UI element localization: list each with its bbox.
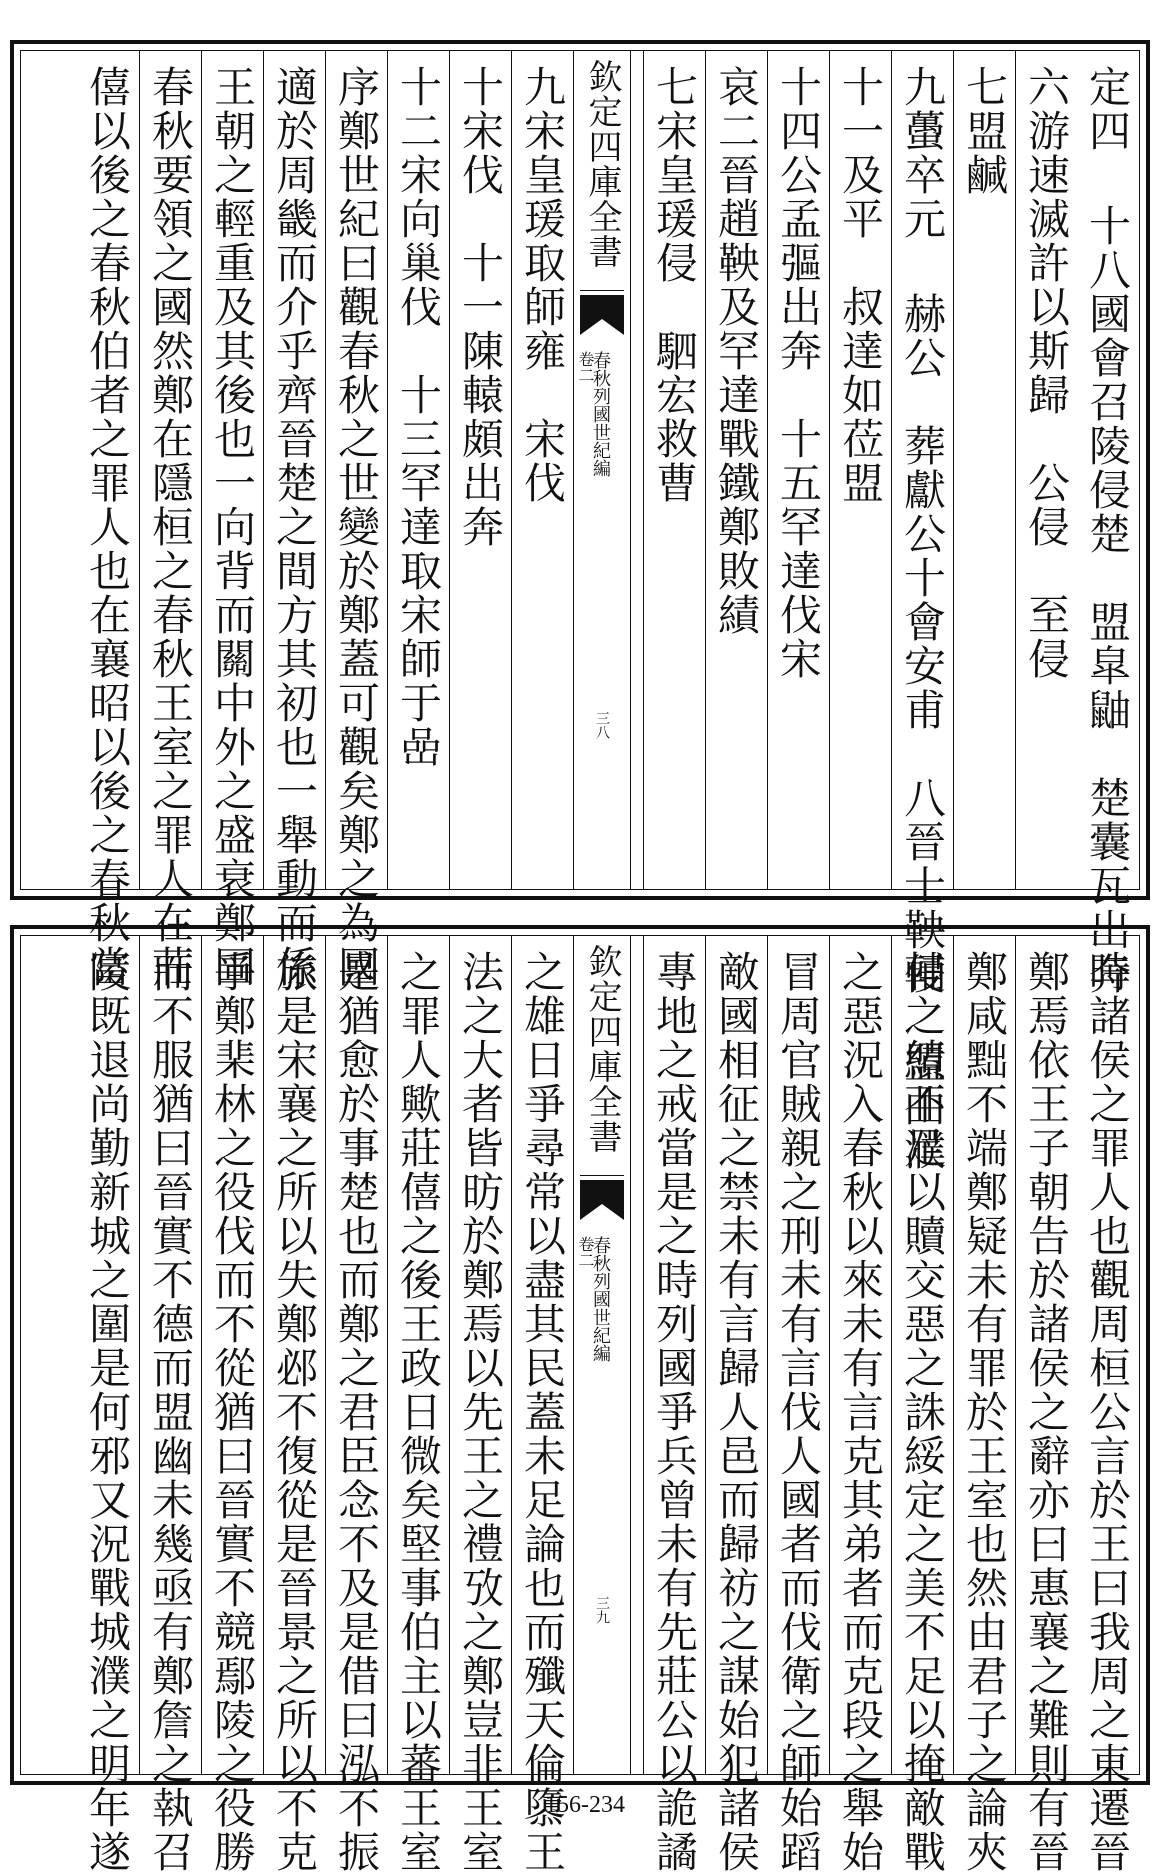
text-column [139,936,201,1874]
text-column [1077,936,1139,1874]
book-title: 春秋列國世紀編 [590,351,611,477]
text-column [263,51,325,989]
text-column [387,936,449,1874]
text-column [953,51,1015,889]
text-column [511,936,573,1874]
text-column [449,936,511,1874]
text-column [139,51,201,989]
text-column [643,936,705,1874]
leaf-number: 三九 [594,1596,610,1624]
column-text: 而不服猶曰晉實不德而盟幽未幾亟有鄭詹之執召 [146,950,195,1874]
fishtail-mark-icon [580,295,624,335]
text-column [201,51,263,989]
fishtail-mark-icon [580,1180,624,1220]
column-text: 專地之戒當是之時列國爭兵曾未有先莊公以詭譎 [650,950,699,1874]
column-text: 十四公孟彄出奔 十五罕達伐宋 [774,65,823,681]
library-title: 欽定四庫全書 [580,936,624,1176]
text-column [767,936,829,1874]
column-text: 王朝之輕重及其後也一向背而關中外之盛衰鄭固 [208,65,257,989]
column-text: 鄭焉依王子朝告於諸侯之辭亦曰惠襄之難則有晉 [1022,950,1071,1874]
book-title: 春秋列國世紀編 [590,1236,611,1362]
text-column [643,51,705,889]
column-text: 九宋皇瑗取師雍 宋伐 [518,65,567,505]
column-text: 爭鄭棐林之役伐而不從猶曰晉實不競鄢陵之役勝 [208,950,257,1874]
column-text: 之雄日爭尋常以盡其民蓋未足論也而殲天倫隳王 [518,950,567,1874]
column-text: 旅是宋襄之所以失鄭邲不復從是晉景之所以不克 [270,950,319,1874]
text-column [1015,936,1077,1874]
column-text: 十二宋向巢伐 十三罕達取宋師于嵒 [394,65,443,769]
column-text: 春秋要領之國然鄭在隱桓之春秋王室之罪人在莊 [146,65,195,989]
column-text: 之罪人歟莊僖之後王政日微矣堅事伯主以蕃王室 [394,950,443,1874]
column-text: 序鄭世紀曰觀春秋之世變於鄭蓋可觀矣鄭之為國 [332,65,381,989]
text-column [705,51,767,889]
text-column [511,51,573,889]
text-column [449,51,511,889]
column-text: 七盟鹹 [960,65,1009,197]
column-text: 定四 十八國會召陵侵楚 盟皐鼬 楚囊瓦出奔 [1083,65,1132,996]
column-text: 冒周官賊親之刑未有言伐人國者而伐衛之師始蹈 [774,950,823,1874]
text-column [953,936,1015,1874]
column-text: 適於周畿而介乎齊晉楚之間方其初也一舉動而係 [270,65,319,989]
column-text: 之惡況入春秋以來未有言克其弟者而克段之舉始 [836,950,885,1874]
column-text: 僖以後之春秋伯者之罪人也在襄昭以後之春秋當 [83,65,132,989]
center-gutter [573,936,631,1774]
leaf-number: 三八 [594,711,610,739]
text-column [263,936,325,1874]
scan-page-number: 156-234 [545,1792,625,1818]
column-text: 鄭咸黜不端鄭疑未有罪於王室也然由君子之論夾 [960,950,1009,1874]
text-column [77,936,139,1874]
column-text: 九蠆卒元 赫公 葬獻公十會安甫 八晉士鞅侵 盟曲濮 [898,65,947,1172]
column-text: 輔之績不足以贖交惡之誅綏定之美不足以掩敵戰 [898,950,947,1874]
column-text: 敵國相征之禁未有言歸人邑而歸祊之謀始犯諸侯 [712,950,761,1874]
column-text: 十一及平 叔達如莅盟 [836,65,885,505]
text-column [767,51,829,889]
text-column [201,936,263,1874]
volume-label: 卷二 [576,1236,595,1268]
library-title: 欽定四庫全書 [580,51,624,291]
text-column [705,936,767,1874]
column-text: 哀二晉趙鞅及罕達戰鐵鄭敗績 [712,65,761,637]
text-column [77,51,139,989]
text-column [1077,51,1139,996]
column-text: 七宋皇瑗侵 駟宏救曹 [650,65,699,505]
column-text: 時諸侯之罪人也觀周桓公言於王曰我周之東遷晉 [1083,950,1132,1874]
volume-label: 卷二 [576,351,595,383]
text-column [891,51,953,1172]
top-page-frame [20,50,1140,1172]
column-text: 法之大者皆昉於鄭焉以先王之禮攷之鄭豈非王室 [456,950,505,1874]
column-text: 十宋伐 十一陳轅頗出奔 [456,65,505,549]
text-column [325,936,387,1874]
text-column [829,51,891,889]
text-column [325,51,387,989]
column-text: 是猶愈於事楚也而鄭之君臣念不及是借曰泓不振 [332,950,381,1874]
column-text: 陵既退尚勤新城之圍是何邪又況戰城濮之明年遂 [83,950,132,1874]
column-text: 六游速滅許以斯歸 公侵 至侵 [1022,65,1071,681]
top-page [10,40,1150,1172]
text-column [387,51,449,889]
text-column [891,936,953,1874]
center-gutter [573,51,631,889]
text-column [829,936,891,1874]
text-column [1015,51,1077,889]
